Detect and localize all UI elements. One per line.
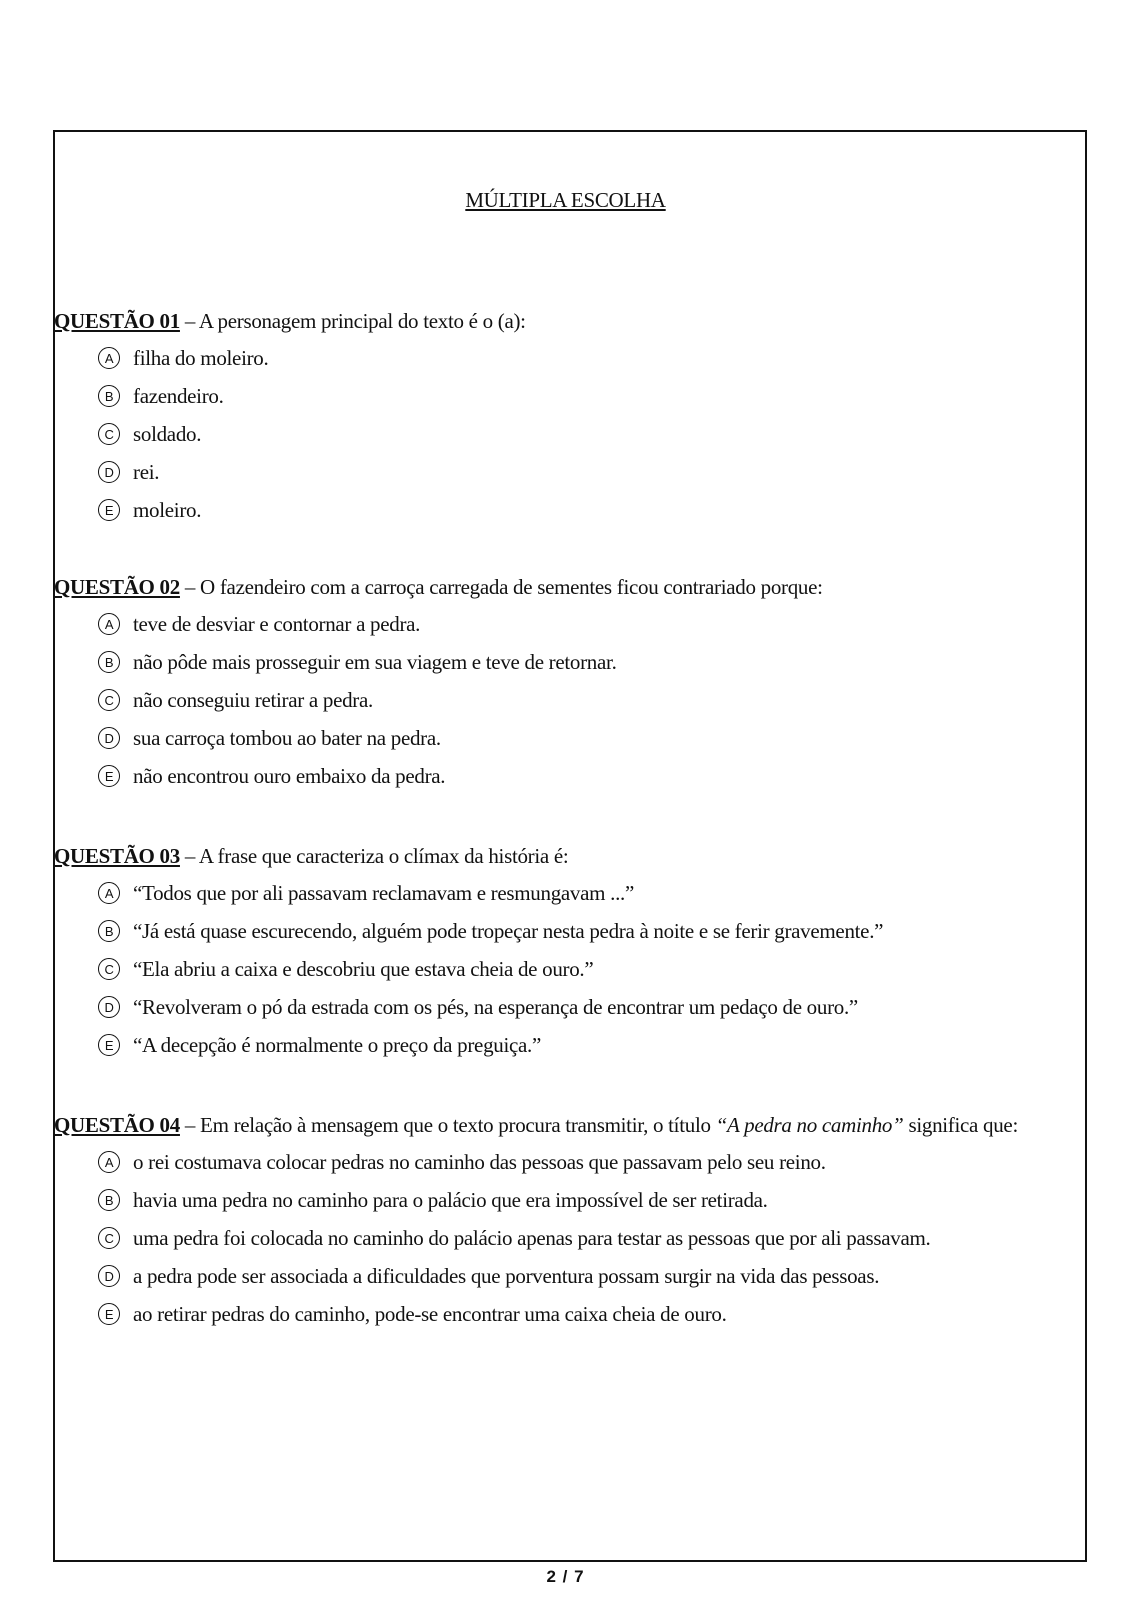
question-text: – A frase que caracteriza o clímax da história é: (179, 844, 569, 868)
option-bubble-icon[interactable]: E (98, 765, 120, 787)
option-text: teve de desviar e contornar a pedra. (133, 612, 421, 636)
option-text: sua carroça tombou ao bater na pedra. (133, 726, 441, 750)
option-c[interactable] (54, 950, 1079, 988)
option-e[interactable] (54, 757, 1079, 795)
option-e[interactable] (54, 1026, 1079, 1064)
option-bubble-icon[interactable]: C (98, 689, 120, 711)
option-text: filha do moleiro. (133, 346, 269, 370)
option-bubble-icon[interactable]: B (98, 385, 120, 407)
option-b[interactable] (54, 643, 1079, 681)
option-b[interactable] (54, 912, 1079, 950)
option-bubble-icon[interactable]: D (98, 727, 120, 749)
question-stem (54, 574, 1079, 600)
question-stem (54, 1112, 1079, 1138)
option-bubble-icon[interactable]: B (98, 920, 120, 942)
option-a[interactable] (54, 339, 1079, 377)
option-bubble-icon[interactable]: C (98, 423, 120, 445)
option-b[interactable] (54, 377, 1079, 415)
option-c[interactable] (54, 415, 1079, 453)
story-title: “A pedra no caminho” (715, 1113, 904, 1137)
option-d[interactable] (54, 719, 1079, 757)
option-text: “Já está quase escurecendo, alguém pode tropeçar nesta pedra à noite e se ferir gravemente.” (133, 919, 884, 943)
page-number: 2 / 7 (546, 1567, 585, 1586)
option-bubble-icon[interactable]: B (98, 651, 120, 673)
option-bubble-icon[interactable]: E (98, 499, 120, 521)
section-title-text: MÚLTIPLA ESCOLHA (465, 188, 666, 212)
option-text: havia uma pedra no caminho para o palácio que era impossível de ser retirada. (133, 1188, 768, 1212)
option-d[interactable] (54, 1257, 1079, 1295)
option-a[interactable] (54, 874, 1079, 912)
option-d[interactable] (54, 453, 1079, 491)
question-stem (54, 308, 1079, 334)
option-text: a pedra pode ser associada a dificuldades que porventura possam surgir na vida das pessoas. (133, 1264, 880, 1288)
option-text: ao retirar pedras do caminho, pode-se encontrar uma caixa cheia de ouro. (133, 1302, 727, 1326)
option-bubble-icon[interactable]: C (98, 958, 120, 980)
option-bubble-icon[interactable]: A (98, 613, 120, 635)
option-a[interactable] (54, 605, 1079, 643)
question-label: QUESTÃO 01 (54, 309, 180, 333)
question-04 (54, 1112, 1079, 1333)
question-01 (54, 308, 1079, 529)
question-03 (54, 843, 1079, 1064)
option-bubble-icon[interactable]: A (98, 882, 120, 904)
option-text: uma pedra foi colocada no caminho do palácio apenas para testar as pessoas que por ali passavam. (133, 1226, 931, 1250)
option-text: moleiro. (133, 498, 202, 522)
option-bubble-icon[interactable]: B (98, 1189, 120, 1211)
option-d[interactable] (54, 988, 1079, 1026)
option-text: o rei costumava colocar pedras no caminho das pessoas que passavam pelo seu reino. (133, 1150, 826, 1174)
option-bubble-icon[interactable]: D (98, 996, 120, 1018)
option-text: rei. (133, 460, 160, 484)
option-b[interactable] (54, 1181, 1079, 1219)
option-c[interactable] (54, 1219, 1079, 1257)
option-text: soldado. (133, 422, 202, 446)
question-text: – O fazendeiro com a carroça carregada de sementes ficou contrariado porque: (179, 575, 823, 599)
option-bubble-icon[interactable]: E (98, 1034, 120, 1056)
option-e[interactable] (54, 1295, 1079, 1333)
option-text: não encontrou ouro embaixo da pedra. (133, 764, 446, 788)
question-text-end: significa que: (903, 1113, 1018, 1137)
option-text: fazendeiro. (133, 384, 224, 408)
option-bubble-icon[interactable]: D (98, 1265, 120, 1287)
option-text: não pôde mais prosseguir em sua viagem e teve de retornar. (133, 650, 617, 674)
option-text: “Revolveram o pó da estrada com os pés, na esperança de encontrar um pedaço de ouro.” (133, 995, 858, 1019)
option-c[interactable] (54, 681, 1079, 719)
option-bubble-icon[interactable]: A (98, 1151, 120, 1173)
question-label: QUESTÃO 04 (54, 1113, 180, 1137)
option-bubble-icon[interactable]: C (98, 1227, 120, 1249)
option-text: não conseguiu retirar a pedra. (133, 688, 373, 712)
question-text: – A personagem principal do texto é o (a): (179, 309, 526, 333)
option-bubble-icon[interactable]: E (98, 1303, 120, 1325)
option-text: “Todos que por ali passavam reclamavam e resmungavam ...” (133, 881, 634, 905)
option-bubble-icon[interactable]: A (98, 347, 120, 369)
option-bubble-icon[interactable]: D (98, 461, 120, 483)
option-text: “Ela abriu a caixa e descobriu que estava cheia de ouro.” (133, 957, 594, 981)
question-stem (54, 843, 1079, 869)
option-e[interactable] (54, 491, 1079, 529)
question-label: QUESTÃO 02 (54, 575, 180, 599)
option-a[interactable] (54, 1143, 1079, 1181)
question-02 (54, 574, 1079, 795)
option-text: “A decepção é normalmente o preço da preguiça.” (133, 1033, 542, 1057)
section-title (0, 188, 1131, 213)
question-text: – Em relação à mensagem que o texto procura transmitir, o título (179, 1113, 716, 1137)
question-label: QUESTÃO 03 (54, 844, 180, 868)
